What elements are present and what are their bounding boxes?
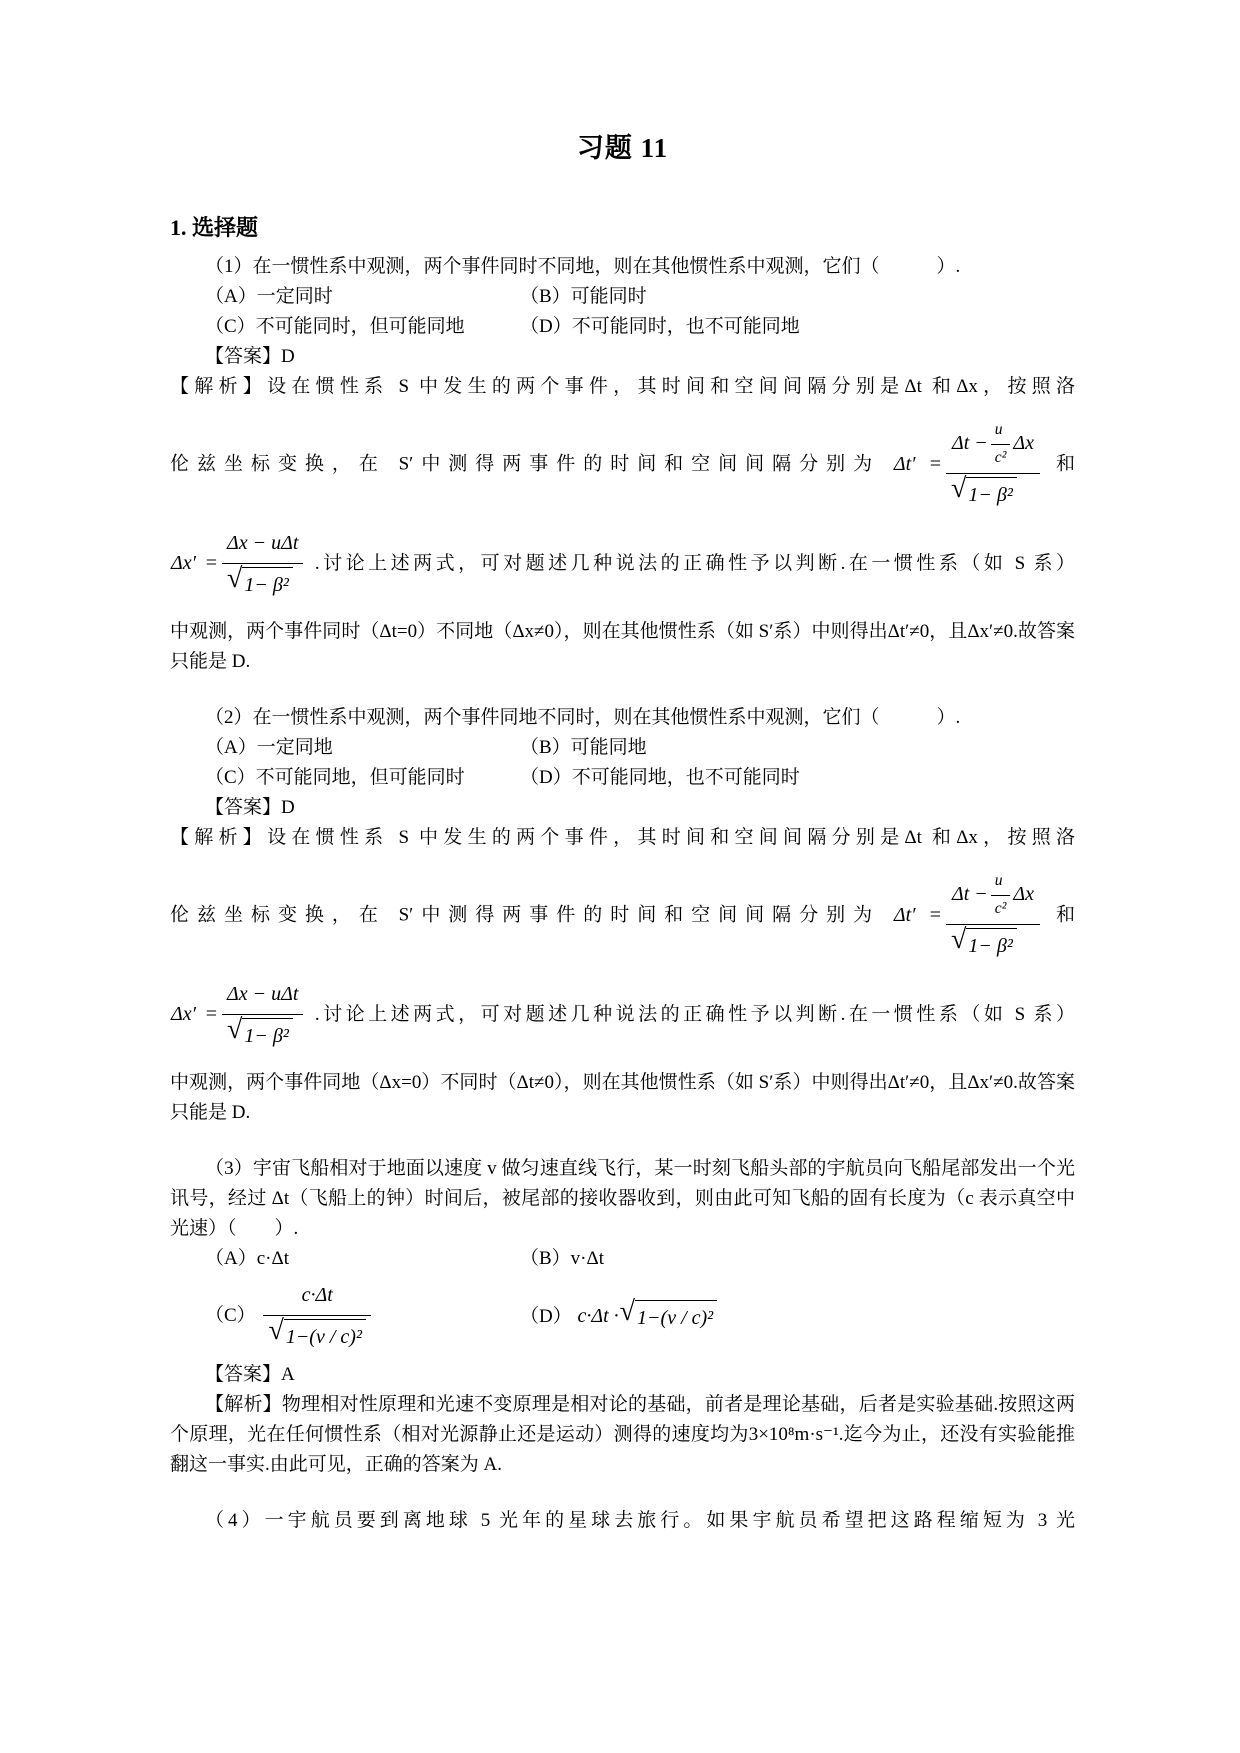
- q2-option-c: （C）不可能同地，但可能同时: [205, 767, 465, 789]
- q3-options-row-1: [170, 1244, 1075, 1274]
- q1-options-row-1: [170, 282, 1075, 312]
- q3-option-c-label: （C）: [205, 1305, 256, 1327]
- q1-equation-lead-text: 伦兹坐标变换，在 S′中测得两事件的时间和空间间隔分别为: [170, 453, 881, 475]
- radical-sign: √: [950, 473, 967, 505]
- q1-option-c: （C）不可能同时，但可能同地: [205, 316, 465, 338]
- radicand: 1− β²: [242, 1018, 292, 1053]
- fraction-numerator: [946, 418, 1040, 473]
- formula-lhs: Δx′ =: [171, 1003, 218, 1026]
- q3-analysis: 【解析】物理相对性原理和光速不变原理是相对论的基础，前者是理论基础，后者是实验基础.按照这两个原理，光在任何惯性系（相对光源静止还是运动）测得的速度均为3×10⁸m·s⁻¹.迄今为止，还没有实验能推翻这一事实.由此可见，正确的答案为 A.: [170, 1393, 1075, 1475]
- q2-equation2-trail-text: .讨论上述两式，可对题述几种说法的正确性予以判断.在一惯性系（如 S 系）: [314, 1004, 1076, 1026]
- fraction-numerator: [946, 869, 1040, 924]
- q3-stem: （3）宇宙飞船相对于地面以速度 v 做匀速直线飞行，某一时刻飞船头部的宇航员向飞船尾部发出一个光讯号，经过 Δt（飞船上的钟）时间后，被尾部的接收器收到，则由此可知飞船的固有长度为（c 表示真空中光速）（ ）.: [170, 1158, 1075, 1240]
- square-root: [619, 1295, 718, 1335]
- fraction-denominator: [222, 563, 303, 602]
- radical-sign: √: [619, 1295, 636, 1327]
- square-root: [268, 1314, 366, 1354]
- inner-fraction-u-over-c2: [991, 418, 1011, 470]
- inner-denominator: c²: [991, 444, 1011, 471]
- q2-equation-trail-text: 和: [1056, 904, 1076, 926]
- inner-fraction-u-over-c2: [991, 869, 1011, 921]
- proper-length-product-formula: [576, 1295, 717, 1329]
- numerator-left: Δt −: [951, 431, 988, 454]
- square-root: [227, 1013, 293, 1053]
- radicand: 1− β²: [966, 928, 1016, 963]
- fraction-denominator: [222, 1014, 303, 1053]
- proper-length-fraction-formula: [260, 1284, 374, 1348]
- radical-sign: √: [227, 1013, 243, 1045]
- q1-equation-trail-text: 和: [1056, 453, 1076, 475]
- fraction-numerator: c·Δt: [301, 1284, 333, 1307]
- expression-prefix: c·Δt ·: [577, 1304, 619, 1327]
- q1-answer: 【答案】D: [205, 346, 295, 368]
- question-3: [170, 1154, 1075, 1479]
- q2-analysis-equation-line-1: [170, 869, 1075, 963]
- fraction-numerator: Δx − uΔt: [227, 983, 299, 1006]
- formula-lhs: Δt′ =: [893, 452, 942, 475]
- formula-lhs: Δx′ =: [171, 552, 218, 575]
- q3-option-a: （A）c·Δt: [205, 1248, 289, 1270]
- radicand: 1− β²: [242, 567, 292, 602]
- radical-sign: √: [268, 1314, 284, 1346]
- radicand: 1−(v / c)²: [284, 1319, 366, 1354]
- fraction-denominator: [263, 1315, 371, 1354]
- page-title: 习题 11: [576, 133, 669, 163]
- q3-option-c: [205, 1280, 520, 1353]
- main-fraction: [222, 979, 303, 1052]
- q2-analysis-conclusion: 中观测，两个事件同地（Δx=0）不同时（Δt≠0），则在其他惯性系（如 S′系）中则得出Δt′≠0，且Δx′≠0.故答案只能是 D.: [170, 1072, 1075, 1124]
- inner-numerator: u: [994, 872, 1003, 890]
- q1-options-row-2: [170, 312, 1075, 342]
- numerator-right: Δx: [1013, 882, 1035, 905]
- q2-equation-lead-text: 伦兹坐标变换，在 S′中测得两事件的时间和空间间隔分别为: [170, 904, 881, 926]
- fraction-numerator: Δx − uΔt: [227, 531, 299, 554]
- q2-answer: 【答案】D: [205, 797, 295, 819]
- q2-analysis-equation-line-2: [170, 979, 1075, 1052]
- q2-analysis-line-1: 【解析】设在惯性系 S 中发生的两个事件，其时间和空间间隔分别是Δt 和Δx，按照洛: [170, 827, 1075, 849]
- q3-option-d: [520, 1295, 717, 1335]
- question-4: [170, 1506, 1075, 1536]
- numerator-left: Δt −: [951, 882, 988, 905]
- radical-sign: √: [950, 924, 967, 956]
- q2-option-b: （B）可能同地: [520, 737, 647, 759]
- main-fraction: [222, 528, 303, 601]
- main-fraction: [263, 1280, 371, 1353]
- q1-equation2-trail-text: .讨论上述两式，可对题述几种说法的正确性予以判断.在一惯性系（如 S 系）: [314, 553, 1076, 575]
- question-1: [170, 252, 1075, 677]
- question-2: [170, 703, 1075, 1128]
- main-fraction: [946, 418, 1040, 512]
- q3-option-b: （B）v·Δt: [520, 1248, 604, 1270]
- q3-answer: 【答案】A: [205, 1363, 295, 1385]
- inner-numerator: u: [994, 421, 1003, 439]
- q1-analysis-line-1: 【解析】设在惯性系 S 中发生的两个事件，其时间和空间间隔分别是Δt 和Δx，按照洛: [170, 376, 1075, 398]
- main-fraction: [946, 869, 1040, 963]
- q2-options-row-2: [170, 763, 1075, 793]
- q1-option-d: （D）不可能同时，也不可能同地: [520, 316, 800, 338]
- square-root: [950, 924, 1017, 963]
- radicand: 1− β²: [966, 477, 1016, 512]
- q2-option-a: （A）一定同地: [205, 737, 333, 759]
- section-heading: 1. 选择题: [170, 215, 259, 240]
- q3-option-d-label: （D）: [520, 1305, 572, 1327]
- numerator-right: Δx: [1013, 431, 1035, 454]
- delta-x-prime-formula: [170, 531, 315, 596]
- q3-options-row-2: [170, 1280, 1075, 1353]
- delta-t-prime-formula: [893, 421, 1056, 507]
- q1-analysis-equation-line-2: [170, 528, 1075, 601]
- q1-option-a: （A）一定同时: [205, 286, 333, 308]
- radicand: 1−(v / c)²: [635, 1300, 717, 1335]
- q1-analysis-equation-line-1: [170, 418, 1075, 512]
- formula-lhs: Δt′ =: [893, 903, 942, 926]
- inner-denominator: c²: [991, 895, 1011, 922]
- q2-option-d: （D）不可能同地，也不可能同时: [520, 767, 800, 789]
- delta-t-prime-formula: [893, 872, 1056, 958]
- q2-stem: （2）在一惯性系中观测，两个事件同地不同时，则在其他惯性系中观测，它们（ ）.: [205, 707, 961, 729]
- fraction-denominator: [946, 473, 1040, 512]
- q1-option-b: （B）可能同时: [520, 286, 647, 308]
- q1-stem: （1）在一惯性系中观测，两个事件同时不同地，则在其他惯性系中观测，它们（ ）.: [205, 256, 961, 277]
- square-root: [950, 473, 1017, 512]
- square-root: [227, 562, 293, 602]
- fraction-denominator: [946, 924, 1040, 963]
- q4-stem: （4）一宇航员要到离地球 5 光年的星球去旅行。如果宇航员希望把这路程缩短为 3 光: [205, 1509, 1075, 1531]
- q2-options-row-1: [170, 733, 1075, 763]
- radical-sign: √: [227, 562, 243, 594]
- q1-analysis-conclusion: 中观测，两个事件同时（Δt=0）不同地（Δx≠0），则在其他惯性系（如 S′系）中则得出Δt′≠0，且Δx′≠0.故答案只能是 D.: [170, 621, 1075, 673]
- delta-x-prime-formula: [170, 983, 315, 1047]
